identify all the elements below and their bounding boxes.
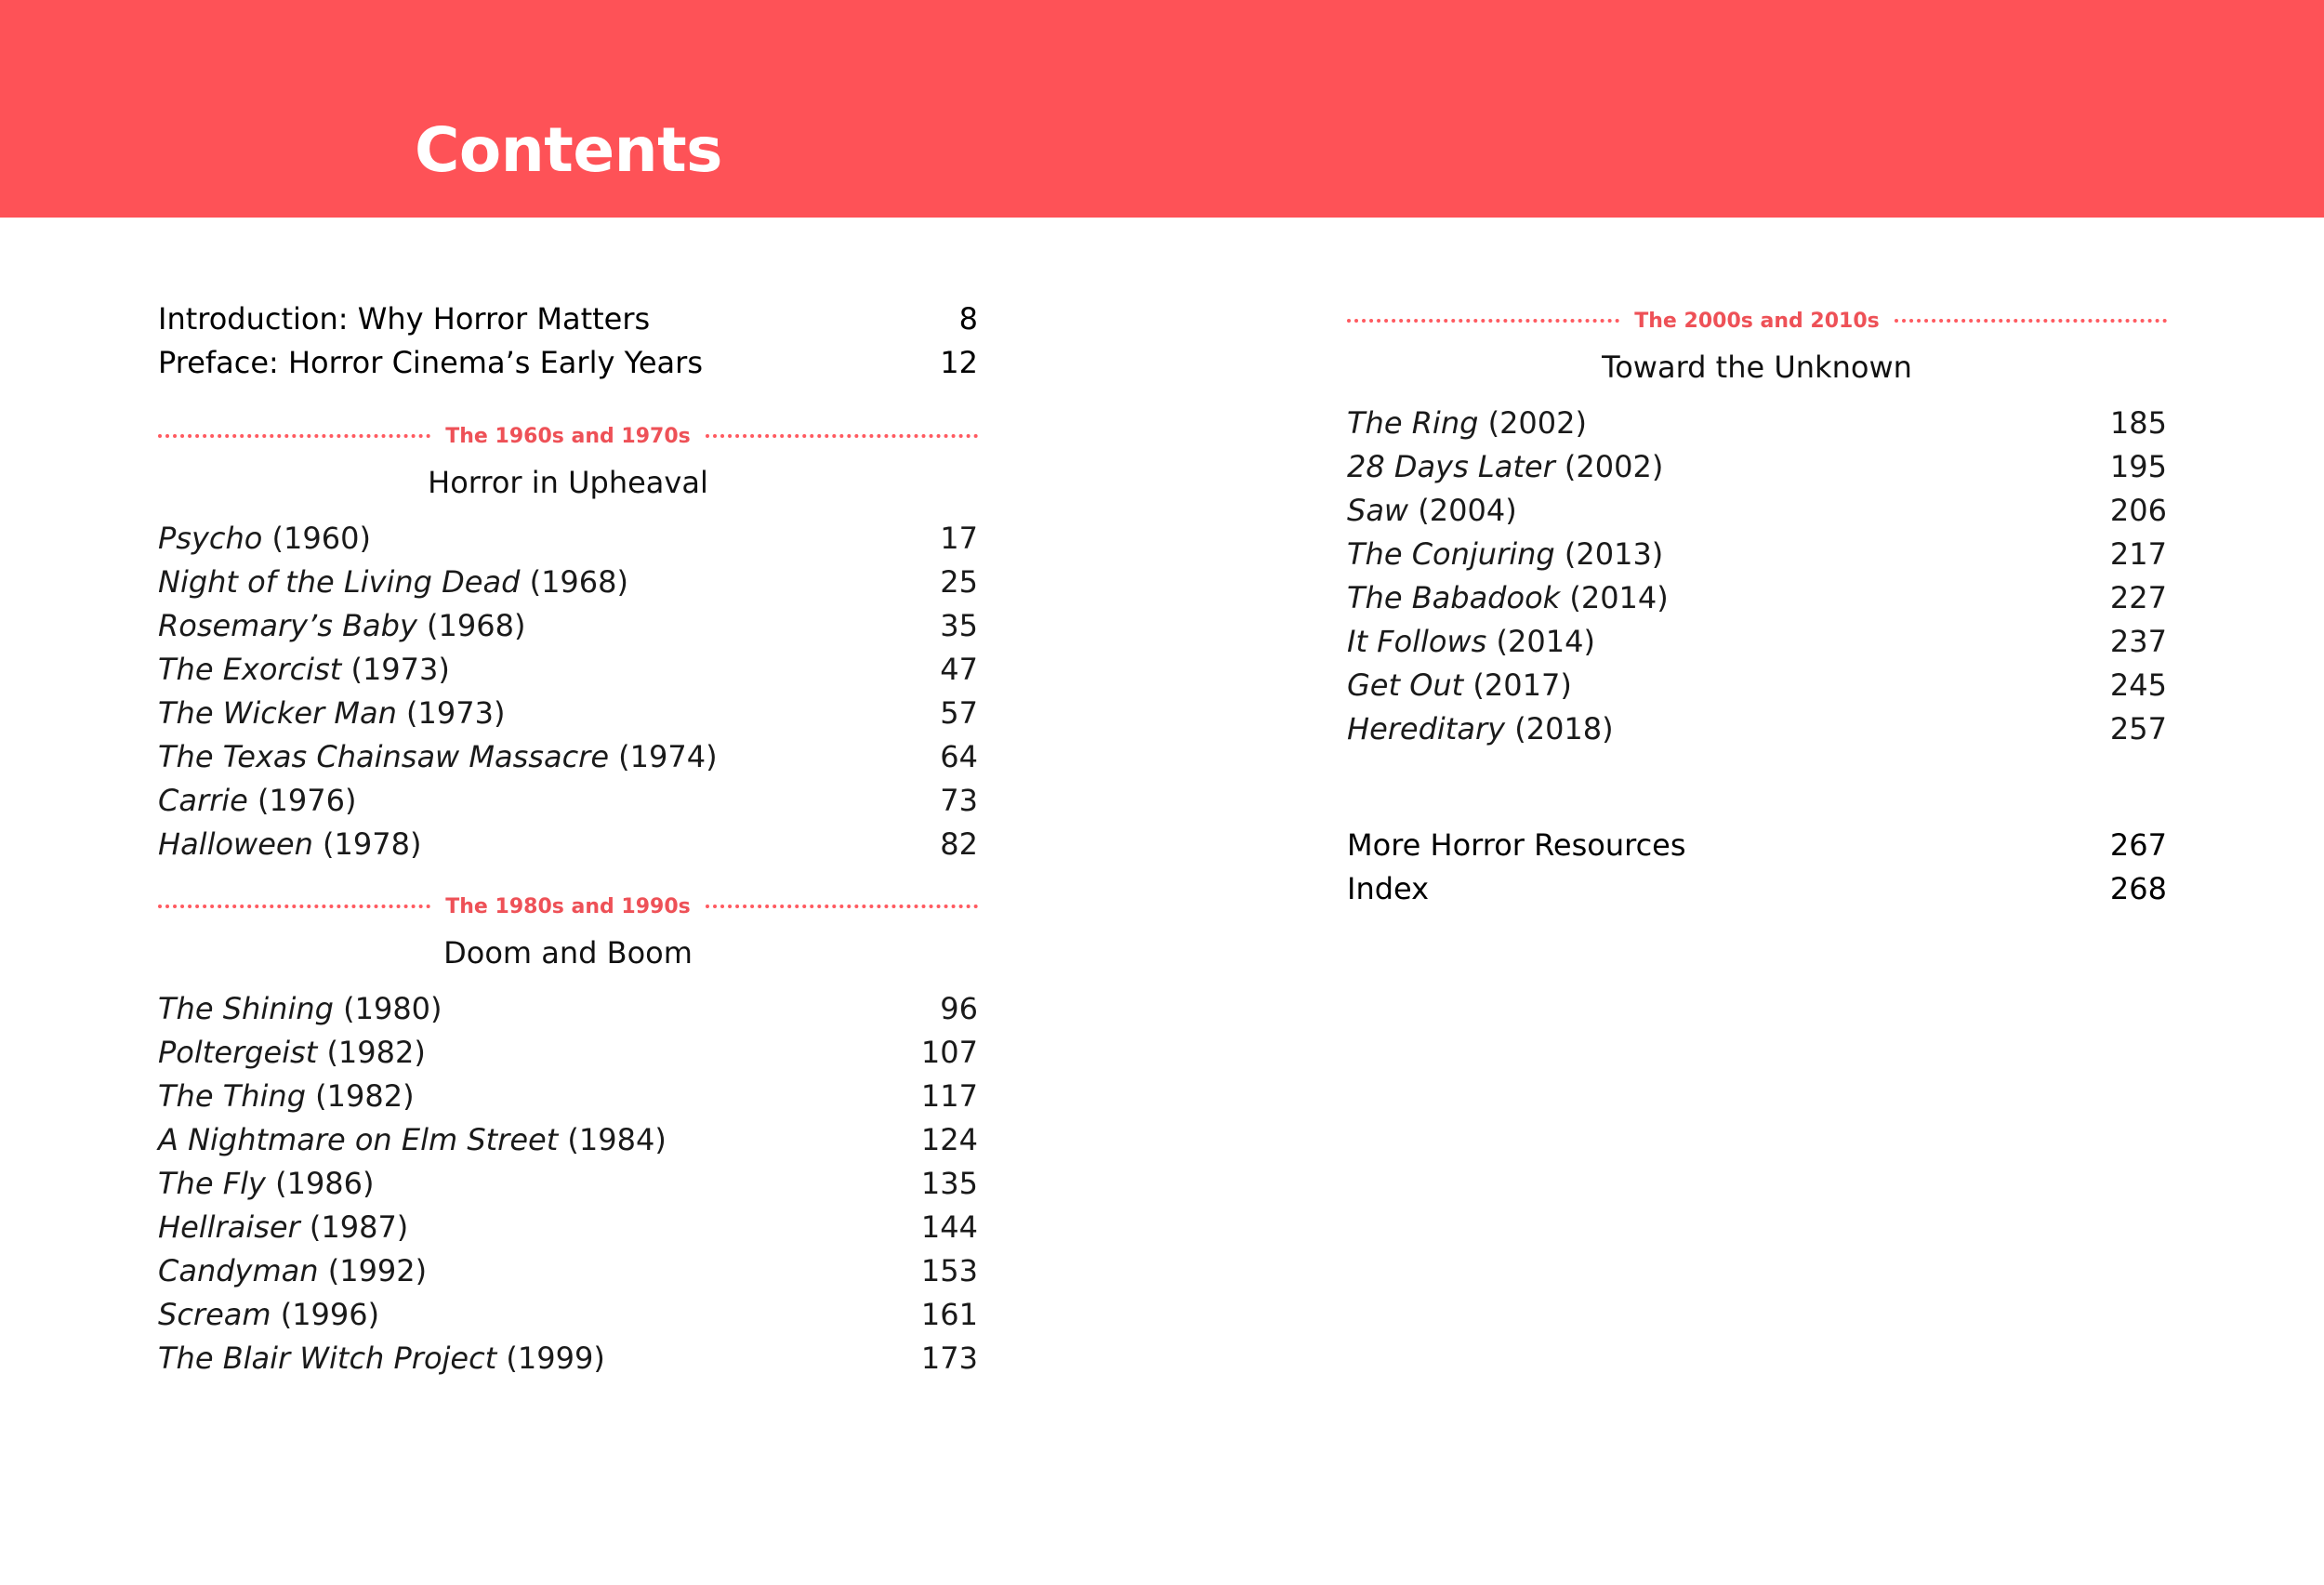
front-matter [158,297,978,385]
film-title: The Shining [158,991,334,1026]
film-year: (2014) [1569,580,1669,615]
film-title: Get Out [1347,667,1464,703]
entry-page: 47 [940,652,978,687]
entry-title [158,987,442,1031]
entry-title: Index [1347,871,1430,906]
entry-title [158,1075,415,1118]
dotted-rule [706,434,978,438]
film-year: (1982) [315,1078,415,1114]
film-title: Psycho [158,521,263,556]
film-title: Poltergeist [158,1035,318,1070]
toc-entry[interactable] [158,1249,978,1293]
film-title: The Texas Chainsaw Massacre [158,739,609,774]
entry-title [158,779,356,823]
toc-entry[interactable] [158,735,978,779]
left-column [158,297,978,1380]
film-year: (1976) [257,783,357,818]
entry-page: 117 [920,1078,978,1114]
entry-title [158,1162,375,1206]
entry-title [158,561,628,604]
entry-title [158,1293,379,1337]
film-title: The Thing [158,1078,306,1114]
era-divider [1347,297,2167,344]
film-title: The Wicker Man [158,695,397,731]
film-title: The Conjuring [1347,536,1555,572]
film-year: (2004) [1418,493,1517,528]
entry-title [158,735,718,779]
toc-entry[interactable] [158,1293,978,1337]
entry-page: 195 [2109,449,2167,484]
entry-title [158,1118,667,1162]
film-year: (1973) [406,695,506,731]
entry-title [158,1206,408,1249]
film-title: Hellraiser [158,1209,300,1245]
header-banner [0,0,2324,218]
film-title: The Blair Witch Project [158,1341,497,1376]
entry-title [1347,533,1663,576]
toc-entry[interactable] [158,1162,978,1206]
section-1980s-1990s [158,883,978,1380]
entry-title [158,823,421,866]
toc-entry[interactable] [158,341,978,385]
back-matter [1347,824,2167,911]
entry-title [158,1337,605,1380]
entry-title [158,648,450,692]
entry-title: Preface: Horror Cinema’s Early Years [158,345,703,380]
entry-title [158,1031,426,1075]
dotted-rule [706,905,978,908]
entry-page: 25 [940,564,978,600]
entry-page: 144 [920,1209,978,1245]
entry-page: 257 [2109,711,2167,746]
dotted-rule [158,905,430,908]
film-year: (1960) [271,521,371,556]
toc-entry[interactable] [1347,402,2167,445]
film-title: Candyman [158,1253,319,1288]
toc-entry[interactable] [1347,533,2167,576]
film-year: (2013) [1564,536,1664,572]
film-year: (1982) [326,1035,426,1070]
section-heading: Doom and Boom [443,935,693,971]
entry-page: 17 [940,521,978,556]
film-title: The Babadook [1347,580,1561,615]
toc-entry[interactable] [1347,867,2167,911]
toc-entry[interactable] [158,1075,978,1118]
page-title: Contents [415,114,722,186]
entry-title: More Horror Resources [1347,827,1686,863]
film-year: (1996) [280,1297,380,1332]
toc-entry[interactable] [158,1337,978,1380]
dotted-rule [158,434,430,438]
toc-entry[interactable] [158,987,978,1031]
era-label: The 1980s and 1990s [445,894,691,918]
section-2000s-2010s [1347,297,2167,751]
film-year: (1987) [309,1209,409,1245]
film-year: (2002) [1564,449,1664,484]
toc-entry[interactable] [158,604,978,648]
dotted-rule [1347,319,1619,323]
entry-page: 96 [940,991,978,1026]
film-title: The Fly [158,1166,266,1201]
entry-page: 135 [920,1166,978,1201]
entry-page: 35 [940,608,978,643]
entry-page: 245 [2109,667,2167,703]
film-year: (1974) [618,739,718,774]
entry-title [158,517,371,561]
entry-page: 237 [2109,624,2167,659]
entry-page: 161 [920,1297,978,1332]
era-label: The 2000s and 2010s [1634,309,1880,333]
entry-title [1347,664,1572,707]
toc-entry[interactable] [158,823,978,866]
entry-page: 268 [2109,871,2167,906]
entry-title [1347,576,1669,620]
film-title: Halloween [158,826,313,862]
toc-entry[interactable] [1347,620,2167,664]
entry-title [1347,402,1587,445]
entry-page: 73 [940,783,978,818]
film-year: (1999) [506,1341,605,1376]
film-year: (2002) [1487,405,1587,441]
era-divider [158,413,978,459]
film-title: The Ring [1347,405,1479,441]
film-year: (1978) [323,826,422,862]
film-title: Saw [1347,493,1409,528]
entry-page: 64 [940,739,978,774]
toc-entry[interactable] [158,1206,978,1249]
section-heading: Toward the Unknown [1602,350,1912,385]
entry-page: 217 [2109,536,2167,572]
film-title: A Nightmare on Elm Street [158,1122,559,1157]
entry-page: 57 [940,695,978,731]
entry-page: 8 [958,301,978,337]
toc-entry[interactable] [1347,707,2167,751]
toc-entry[interactable] [158,692,978,735]
entry-page: 185 [2109,405,2167,441]
entry-title [158,604,525,648]
toc-entry[interactable] [158,517,978,561]
entry-title [1347,489,1517,533]
entry-title [1347,707,1614,751]
toc-entry[interactable] [1347,824,2167,867]
film-title: Night of the Living Dead [158,564,521,600]
entry-page: 267 [2109,827,2167,863]
film-title: Scream [158,1297,271,1332]
toc-entry[interactable] [158,648,978,692]
toc-entry[interactable] [1347,489,2167,533]
entry-page: 153 [920,1253,978,1288]
toc-entry[interactable] [1347,445,2167,489]
entry-page: 124 [920,1122,978,1157]
film-year: (1984) [567,1122,667,1157]
film-year: (1992) [327,1253,428,1288]
film-year: (1973) [350,652,450,687]
entry-title [1347,445,1663,489]
entry-page: 107 [920,1035,978,1070]
entry-title [158,692,505,735]
film-year: (1968) [427,608,526,643]
dotted-rule [1895,319,2167,323]
era-label: The 1960s and 1970s [445,424,691,448]
toc-entry[interactable] [158,297,978,341]
entry-title: Introduction: Why Horror Matters [158,301,651,337]
film-title: 28 Days Later [1347,449,1555,484]
film-year: (1986) [275,1166,375,1201]
film-year: (1980) [343,991,442,1026]
film-title: It Follows [1347,624,1487,659]
film-year: (2014) [1496,624,1595,659]
film-year: (1968) [529,564,628,600]
entry-title [1347,620,1595,664]
toc-entry[interactable] [158,1031,978,1075]
section-1960s-1970s [158,413,978,866]
right-column [1347,297,2167,911]
entry-page: 12 [940,345,978,380]
toc-entry[interactable] [158,1118,978,1162]
toc-entry[interactable] [158,561,978,604]
film-title: Carrie [158,783,248,818]
film-title: The Exorcist [158,652,342,687]
toc-entry[interactable] [1347,664,2167,707]
entry-page: 173 [920,1341,978,1376]
film-year: (2018) [1514,711,1614,746]
era-divider [158,883,978,930]
section-heading: Horror in Upheaval [428,465,708,500]
film-title: Rosemary’s Baby [158,608,417,643]
entry-title [158,1249,427,1293]
entry-page: 82 [940,826,978,862]
toc-entry[interactable] [1347,576,2167,620]
film-title: Hereditary [1347,711,1506,746]
entry-page: 206 [2109,493,2167,528]
entry-page: 227 [2109,580,2167,615]
film-year: (2017) [1472,667,1572,703]
toc-entry[interactable] [158,779,978,823]
